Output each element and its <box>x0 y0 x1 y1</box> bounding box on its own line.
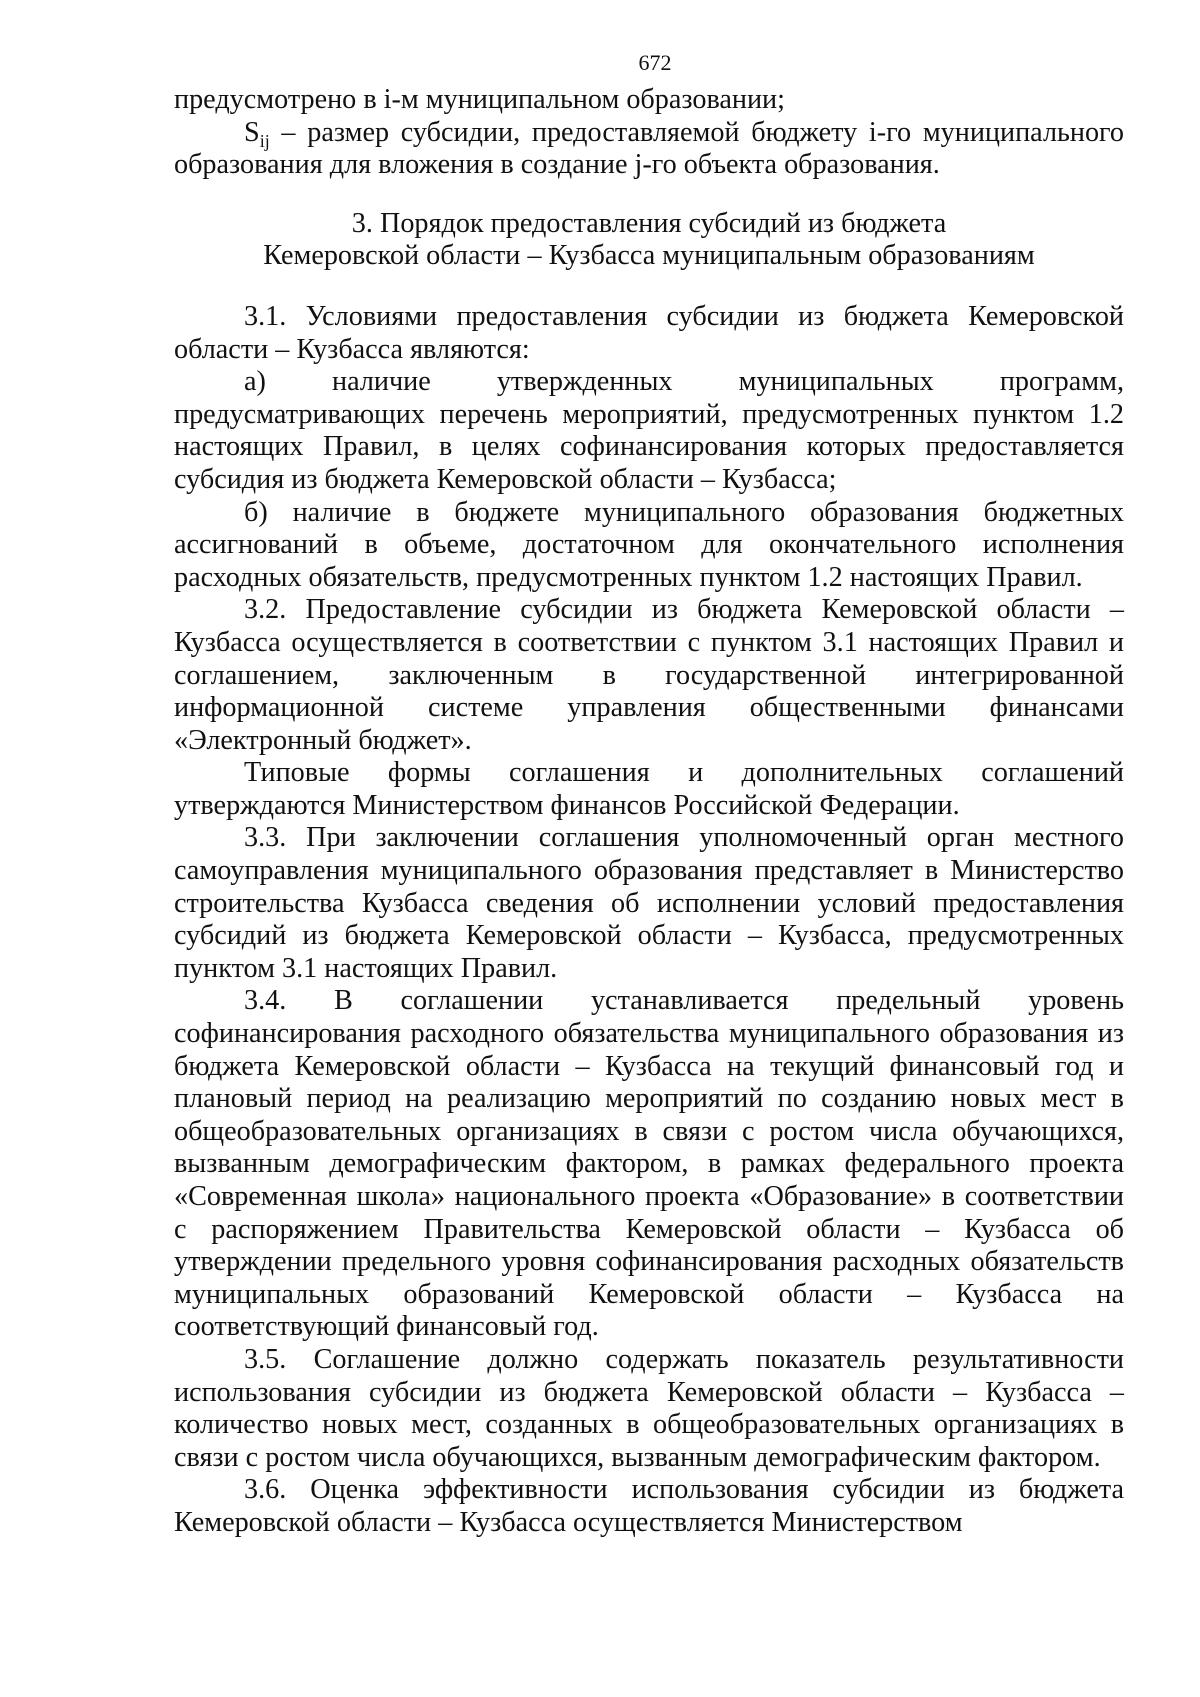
paragraph-3-1-a: а) наличие утвержденных муниципальных программ, предусматривающих перечень мероприятий, предусмотренных пунктом 1.2 настоящих Правил, в целях софинансирования которых предоставляется субсидия из бюджета Кемеровской области – Кузбасса; <box>174 366 1124 495</box>
paragraph-3-3: 3.3. При заключении соглашения уполномоченный орган местного самоуправления муниципального образования представляет в Министерство строительства Кузбасса сведения об исполнении условий предоставления субсидий из бюджета Кемеровской области – Кузбасса, предусмотренных пунктом 3.1 настоящих Правил. <box>174 822 1124 984</box>
document-page <box>174 52 1124 1540</box>
s-definition-text: – размер субсидии, предоставляемой бюджету i-го муниципального образования для вложения в создание j-го объекта образования. <box>174 116 1124 181</box>
paragraph-3-1: 3.1. Условиями предоставления субсидии из бюджета Кемеровской области – Кузбасса являются: <box>174 300 1124 365</box>
paragraph-3-1-b: б) наличие в бюджете муниципального образования бюджетных ассигнований в объеме, достаточном для окончательного исполнения расходных обязательств, предусмотренных пунктом 1.2 настоящих Правил. <box>174 496 1124 593</box>
page-number: 672 <box>638 50 672 75</box>
paragraph-3-5: 3.5. Соглашение должно содержать показатель результативности использования субсидии из бюджета Кемеровской области – Кузбасса – количество новых мест, созданных в общеобразовательных организациях в связи с ростом числа обучающихся, вызванным демографическим фактором. <box>174 1343 1124 1473</box>
section-heading-line-2: Кемеровской области – Кузбасса муниципальным образованиям <box>263 240 1035 272</box>
paragraph-3-2: 3.2. Предоставление субсидии из бюджета Кемеровской области – Кузбасса осуществляется в соответствии с пунктом 3.1 настоящих Правил и соглашением, заключенным в государственной интегрированной информационной системе управления общественными финансами «Электронный бюджет». <box>174 594 1124 756</box>
paragraph-3-2-forms: Типовые формы соглашения и дополнительных соглашений утверждаются Министерством финансов Российской Федерации. <box>174 757 1124 821</box>
paragraph-3-4: 3.4. В соглашении устанавливается предельный уровень софинансирования расходного обязательства муниципального образования из бюджета Кемеровской области – Кузбасса на текущий финансовый год и плановый период на реализацию мероприятий по созданию новых мест в общеобразовательных организациях в связи с ростом числа обучающихся, вызванным демографическим фактором, в рамках федерального проекта «Современная школа» национального проекта «Образование» в соответствии с распоряжением Правительства Кемеровской области – Кузбасса об утверждении предельного уровня софинансирования расходных обязательств муниципальных образований Кемеровской области – Кузбасса на соответствующий финансовый год. <box>174 985 1124 1343</box>
s-ij-definition <box>174 117 1124 182</box>
s-subscript: ij <box>259 130 270 151</box>
s-symbol: S <box>244 116 260 148</box>
section-heading-line-1: 3. Порядок предоставления субсидий из бюджета <box>351 207 947 239</box>
paragraph-3-6: 3.6. Оценка эффективности использования субсидии из бюджета Кемеровской области – Кузбасса осуществляется Министерством <box>174 1474 1124 1538</box>
intro-line: предусмотрено в i-м муниципальном образовании; <box>174 84 785 115</box>
section-heading <box>174 208 1124 273</box>
